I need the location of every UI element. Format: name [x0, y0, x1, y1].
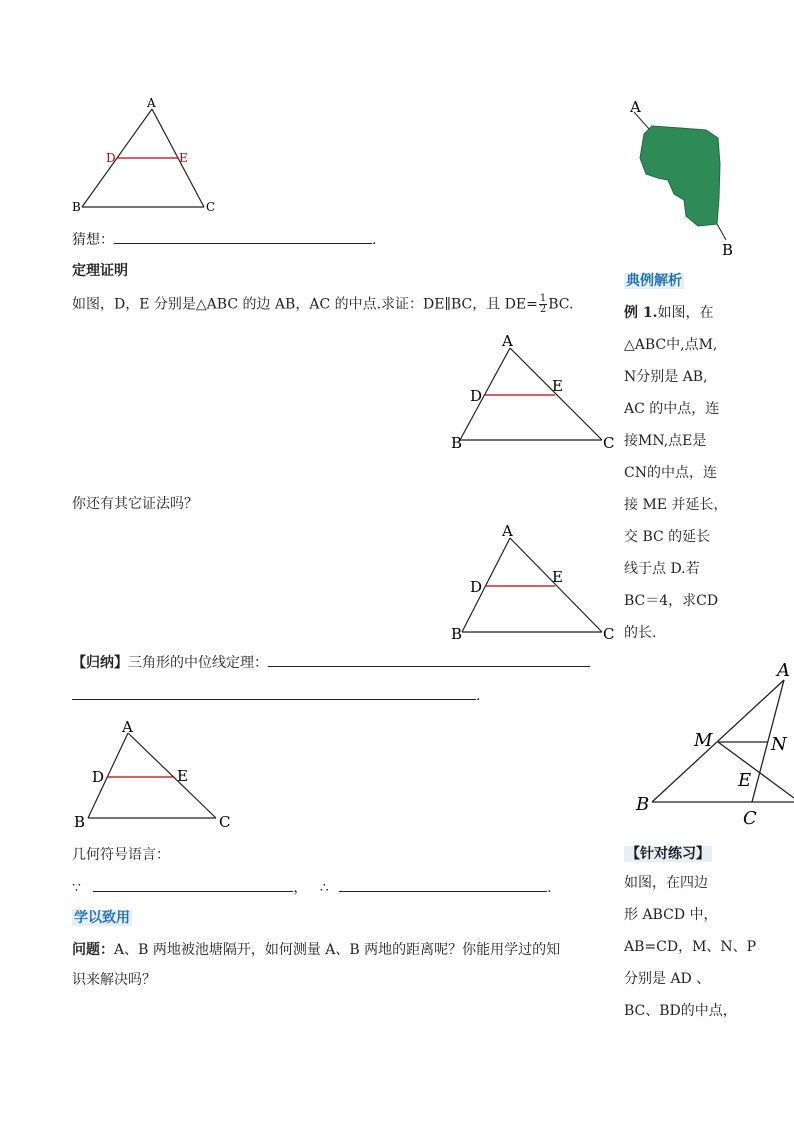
summary-blank-1[interactable] — [268, 652, 590, 667]
apply-question-line-1: 问题：A、B 两地被池塘隔开，如何测量 A、B 两地的距离呢？你能用学过的知 — [72, 942, 561, 958]
pond-figure — [622, 94, 742, 262]
example-heading: 典例解析 — [626, 273, 682, 289]
label-D: D — [470, 387, 483, 405]
label-B: B — [451, 625, 463, 643]
label-C: C — [743, 808, 757, 829]
label-B: B — [451, 434, 463, 452]
example-text: 例 1.如图，在 △ABC中,点M, N分别是 AB, AC 的中点，连 接MN,点E是 CN的中点，连 接 ME 并延长， 交 BC 的延长 线于点 D.若 BC＝4，求CD 的长. — [624, 305, 728, 641]
triangle-figure-4 — [70, 715, 240, 833]
therefore-blank[interactable] — [339, 877, 547, 892]
fraction-one-half: $\frac{1}{2}$ — [539, 293, 547, 315]
practice-heading: 【针对练习】 — [626, 846, 710, 862]
label-D: D — [92, 768, 105, 786]
triangle-figure-3 — [448, 520, 623, 645]
triangle-figure-2 — [448, 330, 623, 455]
example-figure — [630, 656, 794, 832]
label-E: E — [738, 770, 752, 791]
proof-statement: 如图，D，E 分别是△ABC 的边 AB，AC 的中点.求证：DE∥BC，且 DE= $\frac{1}{2}$ BC. — [72, 293, 574, 315]
summary-keyword: 归纳 — [86, 655, 114, 671]
label-D: D — [470, 578, 483, 596]
label-A: A — [122, 718, 133, 736]
symbolic-label: 几何符号语言： — [72, 847, 170, 863]
label-A: A — [777, 660, 790, 681]
therefore-symbol: ∴ — [319, 880, 329, 896]
apply-question-line-2: 识来解决吗？ — [72, 972, 156, 988]
guess-label: 猜想： — [72, 232, 114, 248]
label-E: E — [177, 767, 188, 785]
label-B: B — [636, 794, 650, 815]
label-N: N — [771, 734, 787, 755]
summary-line: 【归纳】三角形的中位线定理： — [72, 652, 590, 673]
label-B: B — [722, 241, 734, 259]
summary-line-2: . — [72, 685, 480, 706]
proof-heading: 定理证明 — [72, 263, 128, 279]
label-A: A — [630, 98, 641, 116]
example-label: 例 1. — [624, 305, 658, 321]
label-C: C — [603, 434, 615, 452]
because-symbol: ∵ — [72, 880, 81, 896]
summary-blank-2[interactable] — [72, 685, 476, 700]
practice-text: 如图，在四边 形 ABCD 中， AB=CD，M、N、P 分别是 AD 、 BC、BD的中点， — [624, 875, 757, 1019]
because-blank[interactable] — [93, 877, 293, 892]
other-method-question: 你还有其它证法吗？ — [72, 496, 198, 512]
label-C: C — [206, 200, 216, 214]
label-E: E — [552, 568, 563, 586]
label-A: A — [502, 332, 513, 350]
label-A: A — [502, 522, 513, 540]
guess-blank[interactable] — [114, 229, 372, 244]
label-B: B — [74, 813, 86, 831]
triangle-figure-1 — [68, 95, 228, 220]
guess-line: 猜想： . — [72, 229, 376, 250]
label-E: E — [552, 377, 563, 395]
label-C: C — [603, 625, 615, 643]
apply-heading: 学以致用 — [74, 910, 130, 926]
label-M: M — [694, 730, 713, 751]
label-B: B — [72, 200, 81, 214]
symbolic-line: ∵ ， ∴ . — [72, 877, 552, 898]
label-C: C — [219, 813, 231, 831]
label-A: A — [147, 96, 156, 110]
label-D: D — [106, 151, 116, 165]
label-E: E — [179, 151, 188, 165]
